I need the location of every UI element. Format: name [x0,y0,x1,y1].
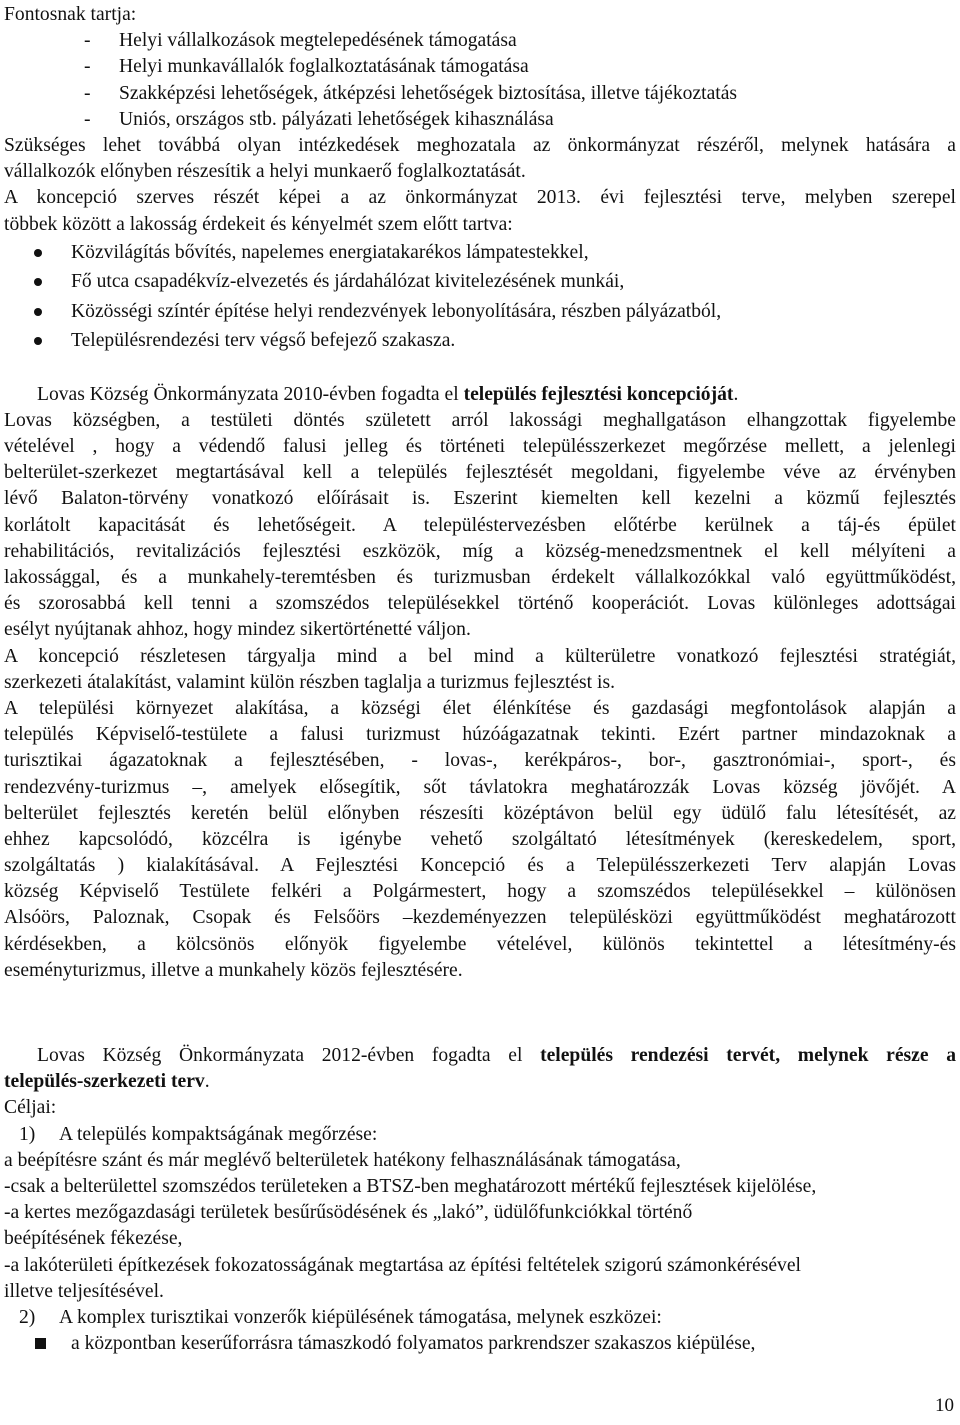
document-page [4,2,956,1357]
dash-marker: - [84,30,91,52]
dash-list-item: - Szakképzési lehetőségek, átképzési lehetőségek biztosítása, illetve tájékoztatás [4,81,956,107]
paragraph-6: A települési környezet alakítása, a községi élet élénkítése és gazdasági megfontolások alapján a település Képviselő-testülete a falusi turizmust húzóágazatnak tekinti. Ezért partner mindazoknak a turisztikai ágazatoknak a fejlesztésében, - lovas-, kerékpáros-, bor-, gasztronómiai-, sport-, és rendezvény-turizmus –, amelyek elősegítik, sőt távlatokra meghatározzák Lovas község jövőjét. A belterület fejlesztés keretén belül előnyben részesíti középtávon belül egy üdülő falu létesítését, az ehhez kapcsolódó, közcélra is igénybe vehető szolgáltató létesítmények (kereskedelem, sport, szolgáltatás ) kialakításával. A Fejlesztési Koncepció és a Településszerkezeti Terv alapján Lovas község Képviselő Testülete felkéri a Polgármestert, hogy a szomszédos településekkel – különösen Alsóörs, Paloznak, Csopak és Felsőörs –kezdeményezzen településközi együttműködést meghatározott kérdésekben, a kölcsönös előnyök figyelembe vételével, különös tekintettel a létesítmény-és eseményturizmus, illetve a munkahely közös fejlesztésére. [4,697,956,981]
bullet-list-item: Közvilágítás bővítés, napelemes energiatakarékos lámpatestekkel, [4,238,956,268]
goals-label: Céljai: [4,1097,57,1119]
dash-list-item: - Helyi munkavállalók foglalkoztatásának támogatása [4,54,956,80]
bullet-list-item: Településrendezési terv végső befejező szakasza. [4,326,956,356]
bullet-list [4,238,956,356]
dash-list-item: - Uniós, országos stb. pályázati lehetőségek kihasználása [4,107,956,133]
spacer [4,984,956,1043]
paragraph-1: Szükséges lehet továbbá olyan intézkedések meghozatala az önkormányzat részéről, melynek hatására a vállalkozók előnyben részesítik a helyi munkaerő foglalkoztatását. [4,134,956,183]
square-bullet-icon [35,1338,46,1349]
square-list-item: a központban keserűforrásra támaszkodó folyamatos parkrendszer szakaszos kiépülése, [4,1331,956,1357]
goal-1-heading: 1) A település kompaktságának megőrzése: [19,1123,378,1145]
paragraph-3: Lovas Község Önkormányzata 2010-évben fogadta el település fejlesztési koncepcióját. [37,383,739,405]
goal-1-details: a beépítésre szánt és már meglévő belterületek hatékony felhasználásának támogatása, -csak a belterülettel szomszédos területeken a BTSZ-ben meghatározott mértékű fejlesztések kijelölése, -a kertes mezőgazdasági területek besűrűsödésének és „lakó”, üdülőfunkciókkal történő beépítésének fékezése, -a lakóterületi építkezések fokozatosságának megtartása az építési feltételek szigorú számonkérésével illetve teljesítésével. [4,1149,817,1302]
goal-2-list [4,1331,956,1357]
dash-list [4,28,956,133]
dash-list-item: - Helyi vállalkozások megtelepedésének támogatása [4,28,956,54]
bullet-dot-icon [34,249,42,257]
dash-marker: - [84,82,91,104]
bullet-list-item: Fő utca csapadékvíz-elvezetés és járdahálózat kivitelezésének munkái, [4,267,956,297]
bullet-list-item: Közösségi színtér építése helyi rendezvények lebonyolítására, részben pályázatból, [4,297,956,327]
bullet-dot-icon [34,337,42,345]
paragraph-7: Lovas Község Önkormányzata 2012-évben fogadta el település rendezési tervét, melynek része a település-szerkezeti terv. [4,1045,957,1093]
dash-marker: - [84,56,91,78]
paragraph-5: A koncepció részletesen tárgyalja mind a bel mind a külterületre vonatkozó fejlesztési stratégiát, szerkezeti átalakítást, valamint külön részben taglalja a turizmus fejlesztést is. [4,645,956,693]
paragraph-4: Lovas községben, a testületi döntés született arról lakossági meghallgatáson elhangzottak figyelembe vételével , hogy a védendő falusi jelleg és történeti településszerkezet megőrzése mellett, a jelenlegi belterület-szerkezet megtartásával kell a település fejlesztését megoldani, figyelembe véve az érvényben lévő Balaton-törvény vonatkozó előírásait is. Eszerint kiemelten kell kezelni a közmű fejlesztés korlátolt kapacitását és lehetőségeit. A településtervezésben előtérbe kerülnek a táj-és épület rehabilitációs, revitalizációs fejlesztési eszközök, míg a község-menedzsmentnek el kell mélyíteni a lakossággal, és a munkahely-teremtésben és turizmusban érdekelt vállalkozókkal való együttműködést, és szorosabbá kell tenni a szomszédos településekkel történő kooperációt. Lovas különleges adottságai esélyt nyújtanak ahhoz, hogy mindez sikertörténetté váljon. [4,409,956,641]
bullet-dot-icon [34,308,42,316]
goal-2-heading: 2) A komplex turisztikai vonzerők kiépülésének támogatása, melynek eszközei: [19,1306,662,1328]
section-heading: Fontosnak tartja: [4,4,137,25]
dash-marker: - [84,108,91,130]
bullet-dot-icon [34,278,42,286]
paragraph-2: A koncepció szerves részét képei a az önkormányzat 2013. évi fejlesztési terve, melyben szerepel többek között a lakosság érdekeit és kényelmét szem előtt tartva: [4,187,956,235]
spacer [4,356,956,382]
page-number: 10 [935,1394,954,1416]
